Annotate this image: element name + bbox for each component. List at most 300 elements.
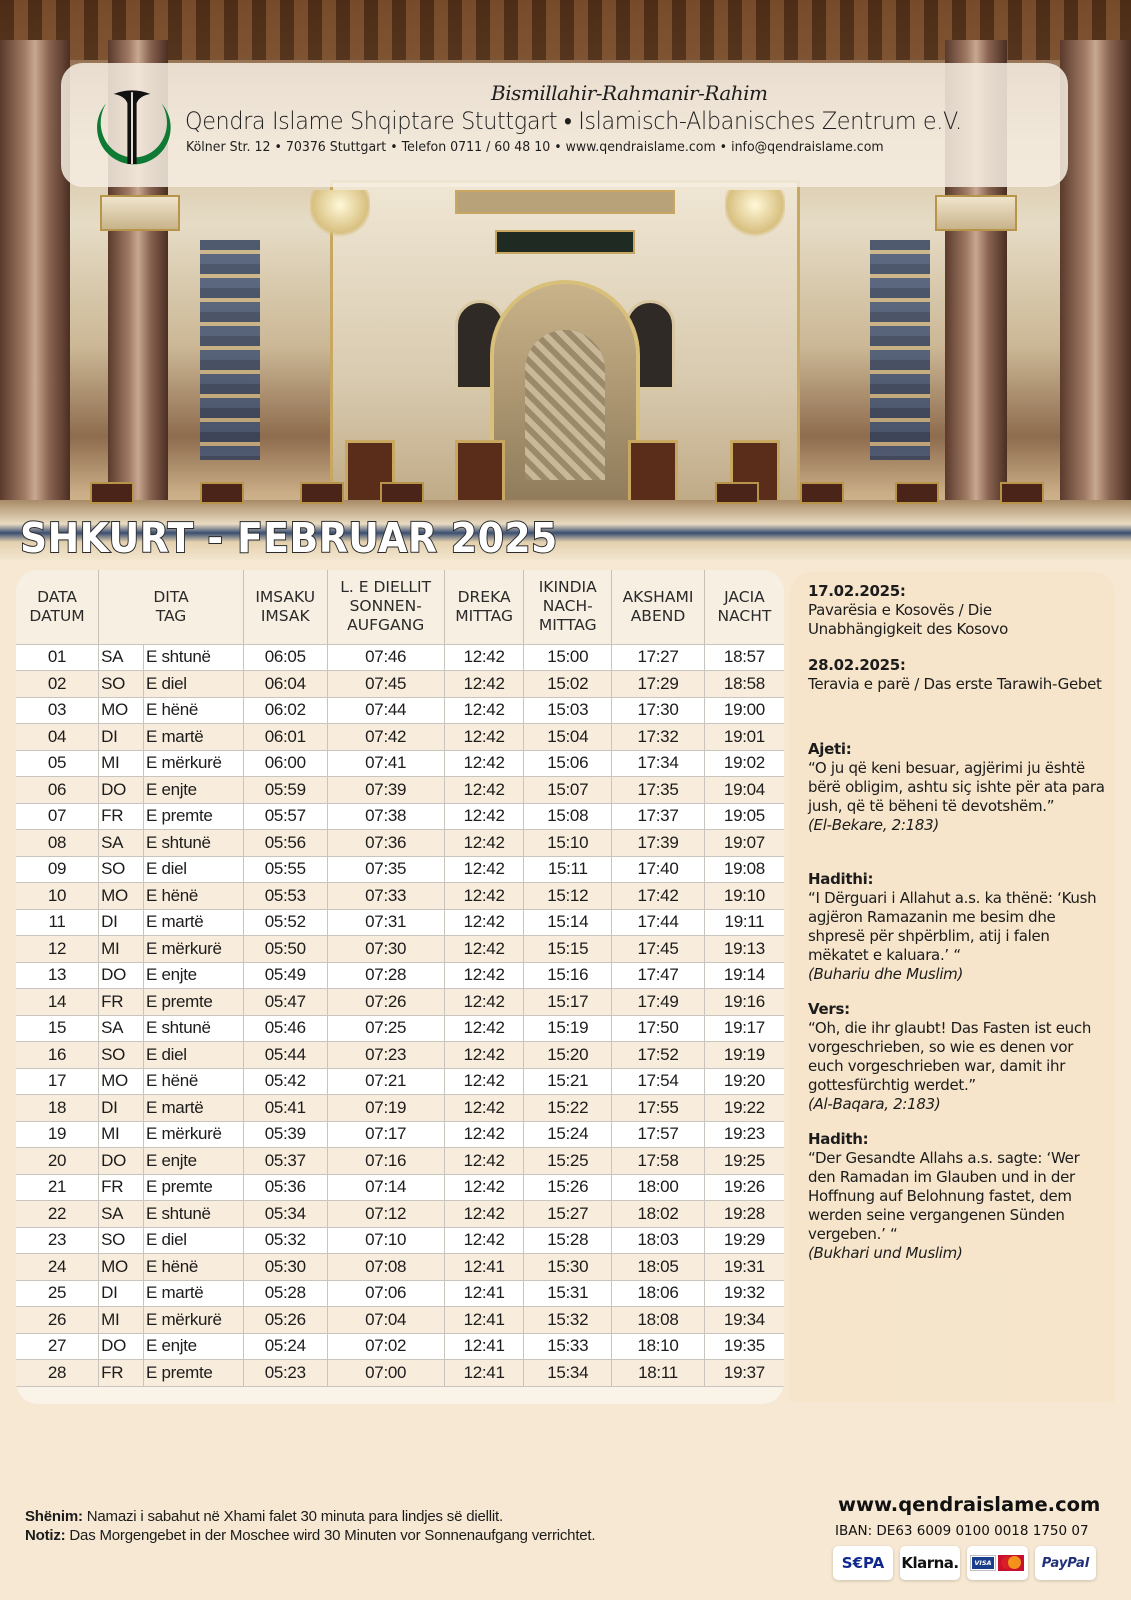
table-row [16, 856, 784, 883]
day-abbr-cell: SA [99, 1015, 144, 1042]
date-cell: 13 [16, 962, 99, 989]
afternoon-cell: 15:26 [524, 1174, 612, 1201]
evening-cell: 17:39 [612, 830, 705, 857]
noon-cell: 12:42 [444, 750, 524, 777]
evening-cell: 17:45 [612, 936, 705, 963]
noon-cell: 12:42 [444, 803, 524, 830]
night-cell: 19:00 [704, 697, 784, 724]
table-row [16, 1360, 784, 1387]
day-abbr-cell: DI [99, 724, 144, 751]
card-payment-logos [967, 1546, 1028, 1580]
paypal-payment-logo: PayPal [1035, 1546, 1096, 1580]
imsak-cell: 05:34 [243, 1201, 327, 1228]
day-abbr-cell: MI [99, 1121, 144, 1148]
day-abbr-cell: MI [99, 750, 144, 777]
day-name-cell: E enjte [143, 962, 243, 989]
date-cell: 02 [16, 671, 99, 698]
sunrise-cell: 07:35 [327, 856, 444, 883]
bench [300, 482, 344, 504]
day-abbr-cell: SA [99, 1201, 144, 1228]
mastercard-icon [998, 1555, 1024, 1571]
date-cell: 28 [16, 1360, 99, 1387]
imsak-cell: 05:28 [243, 1280, 327, 1307]
table-row [16, 750, 784, 777]
event-independence-day [808, 582, 1108, 639]
day-abbr-cell: FR [99, 1174, 144, 1201]
header-day: DITA TAG [99, 570, 244, 644]
day-abbr-cell: MO [99, 697, 144, 724]
night-cell: 19:28 [704, 1201, 784, 1228]
afternoon-cell: 15:24 [524, 1121, 612, 1148]
day-abbr-cell: MO [99, 1068, 144, 1095]
event-text: Pavarësia e Kosovës / Die Unabhängigkeit des Kosovo [808, 601, 1008, 638]
header-evening: AKSHAMI ABEND [612, 570, 705, 644]
sunrise-cell: 07:39 [327, 777, 444, 804]
afternoon-cell: 15:02 [524, 671, 612, 698]
afternoon-cell: 15:31 [524, 1280, 612, 1307]
day-abbr-cell: SO [99, 856, 144, 883]
day-abbr-cell: MO [99, 883, 144, 910]
day-name-cell: E diel [143, 856, 243, 883]
day-abbr-cell: SA [99, 644, 144, 671]
date-cell: 15 [16, 1015, 99, 1042]
table-row [16, 1333, 784, 1360]
quote-text: “O ju që keni besuar, agjërimi ju është bërë obligim, ashtu siç ishte për ata para jush, që të bëheni të devotshëm.” [808, 759, 1105, 815]
date-cell: 19 [16, 1121, 99, 1148]
day-name-cell: E hënë [143, 1254, 243, 1281]
noon-cell: 12:42 [444, 883, 524, 910]
day-name-cell: E hënë [143, 883, 243, 910]
table-row [16, 724, 784, 751]
afternoon-cell: 15:19 [524, 1015, 612, 1042]
quote-source: (El-Bekare, 2:183) [808, 816, 939, 834]
note-label: Shënim: [25, 1508, 83, 1525]
page-title: SHKURT - FEBRUAR 2025 [20, 514, 558, 562]
day-name-cell: E shtunë [143, 830, 243, 857]
evening-cell: 17:44 [612, 909, 705, 936]
sunrise-cell: 07:45 [327, 671, 444, 698]
table-row [16, 697, 784, 724]
day-name-cell: E mërkurë [143, 750, 243, 777]
noon-cell: 12:42 [444, 856, 524, 883]
day-abbr-cell: SO [99, 1042, 144, 1069]
date-cell: 08 [16, 830, 99, 857]
bench [90, 482, 134, 504]
table-row [16, 671, 784, 698]
night-cell: 19:01 [704, 724, 784, 751]
header-imsak: IMSAKU IMSAK [243, 570, 327, 644]
day-name-cell: E diel [143, 1042, 243, 1069]
night-cell: 19:11 [704, 909, 784, 936]
imsak-cell: 05:32 [243, 1227, 327, 1254]
bench [380, 482, 424, 504]
noon-cell: 12:42 [444, 697, 524, 724]
evening-cell: 17:29 [612, 671, 705, 698]
day-name-cell: E hënë [143, 697, 243, 724]
night-cell: 19:35 [704, 1333, 784, 1360]
sunrise-cell: 07:30 [327, 936, 444, 963]
night-cell: 19:14 [704, 962, 784, 989]
date-cell: 25 [16, 1280, 99, 1307]
night-cell: 19:20 [704, 1068, 784, 1095]
sunrise-cell: 07:04 [327, 1307, 444, 1334]
table-row [16, 644, 784, 671]
date-cell: 03 [16, 697, 99, 724]
noon-cell: 12:42 [444, 1201, 524, 1228]
day-abbr-cell: MO [99, 1254, 144, 1281]
sunrise-cell: 07:41 [327, 750, 444, 777]
noon-cell: 12:42 [444, 1148, 524, 1175]
quote-ajeti [808, 740, 1108, 835]
quote-source: (Al-Baqara, 2:183) [808, 1095, 941, 1113]
table-header-row [16, 570, 784, 644]
table-row [16, 777, 784, 804]
note-text: Namazi i sabahut në Xhami falet 30 minuta para lindjes së diellit. [82, 1508, 503, 1525]
imsak-cell: 05:56 [243, 830, 327, 857]
noon-cell: 12:42 [444, 724, 524, 751]
night-cell: 19:13 [704, 936, 784, 963]
header-card [61, 63, 1068, 187]
date-cell: 11 [16, 909, 99, 936]
day-name-cell: E enjte [143, 1333, 243, 1360]
afternoon-cell: 15:11 [524, 856, 612, 883]
day-name-cell: E diel [143, 1227, 243, 1254]
imsak-cell: 06:01 [243, 724, 327, 751]
day-name-cell: E martë [143, 724, 243, 751]
night-cell: 19:08 [704, 856, 784, 883]
sunrise-cell: 07:28 [327, 962, 444, 989]
header-sunrise: L. E DIELLIT SONNEN- AUFGANG [327, 570, 444, 644]
evening-cell: 17:40 [612, 856, 705, 883]
day-name-cell: E martë [143, 1095, 243, 1122]
imsak-cell: 05:23 [243, 1360, 327, 1387]
day-abbr-cell: DO [99, 777, 144, 804]
afternoon-cell: 15:20 [524, 1042, 612, 1069]
day-name-cell: E mërkurë [143, 936, 243, 963]
evening-cell: 18:10 [612, 1333, 705, 1360]
note-german [25, 1527, 595, 1544]
day-abbr-cell: MI [99, 1307, 144, 1334]
afternoon-cell: 15:16 [524, 962, 612, 989]
day-name-cell: E martë [143, 1280, 243, 1307]
day-name-cell: E premte [143, 989, 243, 1016]
table-row [16, 1068, 784, 1095]
afternoon-cell: 15:28 [524, 1227, 612, 1254]
organization-name: Qendra Islame Shqiptare Stuttgart • Islamisch-Albanisches Zentrum e.V. [185, 107, 962, 135]
day-name-cell: E mërkurë [143, 1307, 243, 1334]
day-abbr-cell: DI [99, 909, 144, 936]
day-abbr-cell: FR [99, 803, 144, 830]
imsak-cell: 06:02 [243, 697, 327, 724]
quote-heading: Vers: [808, 1000, 850, 1018]
day-name-cell: E shtunë [143, 644, 243, 671]
noon-cell: 12:42 [444, 644, 524, 671]
imsak-cell: 05:37 [243, 1148, 327, 1175]
afternoon-cell: 15:00 [524, 644, 612, 671]
day-name-cell: E premte [143, 803, 243, 830]
date-cell: 06 [16, 777, 99, 804]
day-name-cell: E premte [143, 1360, 243, 1387]
noon-cell: 12:42 [444, 830, 524, 857]
quote-heading: Hadithi: [808, 870, 874, 888]
table-row [16, 1174, 784, 1201]
date-cell: 04 [16, 724, 99, 751]
imsak-cell: 05:42 [243, 1068, 327, 1095]
side-panel [790, 572, 1115, 1402]
imsak-cell: 05:44 [243, 1042, 327, 1069]
imsak-cell: 05:41 [243, 1095, 327, 1122]
column-capital [100, 195, 180, 231]
day-abbr-cell: DI [99, 1280, 144, 1307]
sepa-payment-logo: S€PA [833, 1546, 893, 1580]
afternoon-cell: 15:27 [524, 1201, 612, 1228]
day-abbr-cell: DO [99, 1333, 144, 1360]
imsak-cell: 06:04 [243, 671, 327, 698]
afternoon-cell: 15:33 [524, 1333, 612, 1360]
night-cell: 19:16 [704, 989, 784, 1016]
imsak-cell: 05:50 [243, 936, 327, 963]
column [0, 40, 70, 510]
column [1060, 40, 1131, 510]
date-cell: 18 [16, 1095, 99, 1122]
evening-cell: 18:00 [612, 1174, 705, 1201]
night-cell: 19:32 [704, 1280, 784, 1307]
imsak-cell: 05:30 [243, 1254, 327, 1281]
evening-cell: 17:55 [612, 1095, 705, 1122]
date-cell: 10 [16, 883, 99, 910]
day-abbr-cell: DI [99, 1095, 144, 1122]
night-cell: 19:05 [704, 803, 784, 830]
afternoon-cell: 15:32 [524, 1307, 612, 1334]
header-noon: DREKA MITTAG [444, 570, 524, 644]
date-cell: 23 [16, 1227, 99, 1254]
date-cell: 26 [16, 1307, 99, 1334]
afternoon-cell: 15:03 [524, 697, 612, 724]
bench [895, 482, 939, 504]
wall-panel [870, 240, 930, 460]
sunrise-cell: 07:21 [327, 1068, 444, 1095]
column-capital [935, 195, 1017, 231]
sunrise-cell: 07:00 [327, 1360, 444, 1387]
afternoon-cell: 15:07 [524, 777, 612, 804]
afternoon-cell: 15:06 [524, 750, 612, 777]
night-cell: 19:31 [704, 1254, 784, 1281]
day-abbr-cell: DO [99, 962, 144, 989]
evening-cell: 17:42 [612, 883, 705, 910]
afternoon-cell: 15:22 [524, 1095, 612, 1122]
day-abbr-cell: SO [99, 1227, 144, 1254]
note-text: Das Morgengebet in der Moschee wird 30 Minuten vor Sonnenaufgang verrichtet. [65, 1527, 596, 1544]
website-link[interactable]: www.qendraislame.com [838, 1493, 1101, 1516]
table-row [16, 1280, 784, 1307]
noon-cell: 12:42 [444, 989, 524, 1016]
day-abbr-cell: FR [99, 989, 144, 1016]
day-name-cell: E enjte [143, 777, 243, 804]
noon-cell: 12:41 [444, 1307, 524, 1334]
afternoon-cell: 15:30 [524, 1254, 612, 1281]
date-cell: 01 [16, 644, 99, 671]
note-label: Notiz: [25, 1527, 66, 1544]
evening-cell: 17:37 [612, 803, 705, 830]
quote-heading: Ajeti: [808, 740, 852, 758]
day-name-cell: E martë [143, 909, 243, 936]
wall-panel [200, 240, 260, 460]
noon-cell: 12:42 [444, 1068, 524, 1095]
quote-vers [808, 1000, 1108, 1114]
afternoon-cell: 15:08 [524, 803, 612, 830]
evening-cell: 17:57 [612, 1121, 705, 1148]
header-date: DATA DATUM [16, 570, 99, 644]
night-cell: 19:34 [704, 1307, 784, 1334]
evening-cell: 18:11 [612, 1360, 705, 1387]
imsak-cell: 05:26 [243, 1307, 327, 1334]
noon-cell: 12:41 [444, 1333, 524, 1360]
night-cell: 19:23 [704, 1121, 784, 1148]
table-row [16, 962, 784, 989]
bench [715, 482, 759, 504]
sunrise-cell: 07:36 [327, 830, 444, 857]
table-row [16, 1042, 784, 1069]
date-cell: 16 [16, 1042, 99, 1069]
date-cell: 09 [16, 856, 99, 883]
night-cell: 18:57 [704, 644, 784, 671]
crescent-minaret-logo-icon [86, 83, 178, 175]
day-abbr-cell: SA [99, 830, 144, 857]
sunrise-cell: 07:46 [327, 644, 444, 671]
day-name-cell: E mërkurë [143, 1121, 243, 1148]
sunrise-cell: 07:23 [327, 1042, 444, 1069]
noon-cell: 12:42 [444, 1121, 524, 1148]
organization-contact: Kölner Str. 12 • 70376 Stuttgart • Telefon 0711 / 60 48 10 • www.qendraislame.com • info@qendraislame.com [186, 139, 884, 155]
imsak-cell: 06:00 [243, 750, 327, 777]
prayer-times-table [16, 570, 784, 1387]
night-cell: 19:29 [704, 1227, 784, 1254]
noon-cell: 12:42 [444, 962, 524, 989]
afternoon-cell: 15:04 [524, 724, 612, 751]
imsak-cell: 05:24 [243, 1333, 327, 1360]
evening-cell: 17:32 [612, 724, 705, 751]
noon-cell: 12:41 [444, 1254, 524, 1281]
noon-cell: 12:42 [444, 1042, 524, 1069]
date-cell: 17 [16, 1068, 99, 1095]
noon-cell: 12:42 [444, 1227, 524, 1254]
sunrise-cell: 07:38 [327, 803, 444, 830]
sunrise-cell: 07:08 [327, 1254, 444, 1281]
day-name-cell: E diel [143, 671, 243, 698]
night-cell: 19:22 [704, 1095, 784, 1122]
date-cell: 27 [16, 1333, 99, 1360]
day-abbr-cell: MI [99, 936, 144, 963]
quote-source: (Buhariu dhe Muslim) [808, 965, 964, 983]
day-abbr-cell: SO [99, 671, 144, 698]
afternoon-cell: 15:17 [524, 989, 612, 1016]
noon-cell: 12:42 [444, 671, 524, 698]
quote-hadithi [808, 870, 1108, 984]
evening-cell: 18:03 [612, 1227, 705, 1254]
imsak-cell: 05:46 [243, 1015, 327, 1042]
sunrise-cell: 07:42 [327, 724, 444, 751]
event-first-tarawih [808, 656, 1108, 694]
date-cell: 22 [16, 1201, 99, 1228]
sunrise-cell: 07:12 [327, 1201, 444, 1228]
quote-source: (Bukhari und Muslim) [808, 1244, 963, 1262]
night-cell: 19:25 [704, 1148, 784, 1175]
table-row [16, 909, 784, 936]
table-row [16, 830, 784, 857]
imsak-cell: 05:53 [243, 883, 327, 910]
noon-cell: 12:41 [444, 1280, 524, 1307]
prayer-times-table-container [16, 570, 784, 1404]
sunrise-cell: 07:16 [327, 1148, 444, 1175]
afternoon-cell: 15:14 [524, 909, 612, 936]
event-date: 17.02.2025: [808, 582, 906, 600]
table-row [16, 803, 784, 830]
sunrise-cell: 07:31 [327, 909, 444, 936]
quote-text: “I Dërguari i Allahut a.s. ka thënë: ‘Kush agjëron Ramazanin me besim dhe shpresë për shpërblim, atij i falen mëkatet e kaluara.’ “ [808, 889, 1097, 964]
night-cell: 19:26 [704, 1174, 784, 1201]
bismillah-text: Bismillahir-Rahmanir-Rahim [491, 81, 768, 105]
evening-cell: 17:30 [612, 697, 705, 724]
evening-cell: 17:50 [612, 1015, 705, 1042]
table-row [16, 1307, 784, 1334]
evening-cell: 18:02 [612, 1201, 705, 1228]
table-row [16, 1201, 784, 1228]
noon-cell: 12:42 [444, 936, 524, 963]
table-row [16, 1148, 784, 1175]
night-cell: 19:37 [704, 1360, 784, 1387]
header-night: JACIA NACHT [704, 570, 784, 644]
evening-cell: 17:35 [612, 777, 705, 804]
evening-cell: 17:52 [612, 1042, 705, 1069]
night-cell: 19:10 [704, 883, 784, 910]
sunrise-cell: 07:26 [327, 989, 444, 1016]
night-cell: 19:02 [704, 750, 784, 777]
imsak-cell: 05:39 [243, 1121, 327, 1148]
bench [800, 482, 844, 504]
evening-cell: 17:47 [612, 962, 705, 989]
quote-text: “Der Gesandte Allahs a.s. sagte: ‘Wer den Ramadan im Glauben und in der Hoffnung auf Belohnung fastet, dem werden seine vergangenen Sünden vergeben.’ “ [808, 1149, 1080, 1243]
imsak-cell: 06:05 [243, 644, 327, 671]
table-row [16, 1015, 784, 1042]
evening-cell: 17:27 [612, 644, 705, 671]
day-name-cell: E shtunë [143, 1201, 243, 1228]
event-text: Teravia e parë / Das erste Tarawih-Gebet [808, 675, 1102, 693]
sunrise-cell: 07:33 [327, 883, 444, 910]
afternoon-cell: 15:34 [524, 1360, 612, 1387]
quote-hadith [808, 1130, 1108, 1263]
night-cell: 19:17 [704, 1015, 784, 1042]
klarna-payment-logo: Klarna. [900, 1546, 960, 1580]
imsak-cell: 05:47 [243, 989, 327, 1016]
bench [1000, 482, 1044, 504]
noon-cell: 12:42 [444, 1095, 524, 1122]
date-cell: 05 [16, 750, 99, 777]
noon-cell: 12:42 [444, 909, 524, 936]
evening-cell: 18:08 [612, 1307, 705, 1334]
date-cell: 20 [16, 1148, 99, 1175]
afternoon-cell: 15:10 [524, 830, 612, 857]
calligraphy-panel [495, 230, 635, 254]
date-cell: 12 [16, 936, 99, 963]
event-date: 28.02.2025: [808, 656, 906, 674]
table-row [16, 1254, 784, 1281]
day-abbr-cell: DO [99, 1148, 144, 1175]
sunrise-cell: 07:25 [327, 1015, 444, 1042]
night-cell: 19:19 [704, 1042, 784, 1069]
calligraphy-panel [455, 190, 675, 214]
table-row [16, 1095, 784, 1122]
table-body [16, 644, 784, 1386]
